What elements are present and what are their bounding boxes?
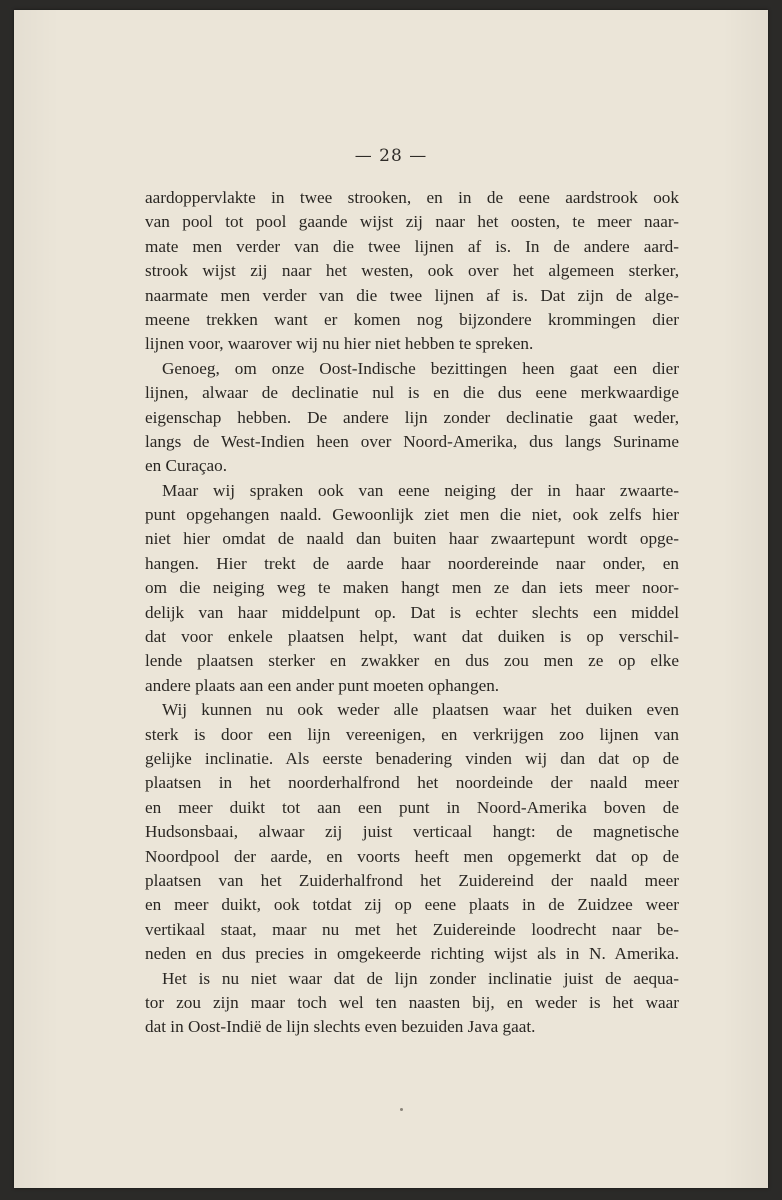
text-line: punt opgehangen naald. Gewoonlijk ziet men die niet, ook zelfs hier	[145, 505, 679, 525]
text-line: aardoppervlakte in twee strooken, en in de eene aardstrook ook	[145, 188, 679, 207]
text-line: tor zou zijn maar toch wel ten naasten bij, en weder is het waar	[145, 992, 679, 1012]
text-line: mate men verder van die twee lijnen af is. In de andere aard-	[145, 236, 679, 256]
text-line: lijnen voor, waarover wij nu hier niet hebben te spreken.	[145, 334, 534, 354]
text-line: eigenschap hebben. De andere lijn zonder declinatie gaat weder,	[145, 407, 679, 427]
text-line: plaatsen van het Zuiderhalfrond het Zuidereind der naald meer	[145, 870, 679, 890]
text-line: vertikaal staat, maar nu met het Zuidereinde loodrecht naar be-	[145, 919, 679, 939]
text-line: Het is nu niet waar dat de lijn zonder inclinatie juist de aequa-	[162, 968, 679, 988]
page-number: — 28 —	[354, 146, 428, 166]
text-line: dat voor enkele plaatsen helpt, want dat duiken is op verschil-	[145, 627, 679, 647]
text-line: andere plaats aan een ander punt moeten ophangen.	[145, 675, 500, 695]
text-line: strook wijst zij naar het westen, ook over het algemeen sterker,	[145, 261, 679, 281]
text-line: plaatsen in het noorderhalfrond het noordeinde der naald meer	[145, 773, 679, 793]
text-line: Hudsonsbaai, alwaar zij juist verticaal hangt: de magnetische	[145, 822, 679, 842]
text-line: neden en dus precies in omgekeerde richting wijst als in N. Amerika.	[145, 944, 679, 964]
ink-speck	[400, 1108, 403, 1111]
text-line: delijk van haar middelpunt op. Dat is echter slechts een middel	[145, 602, 679, 622]
text-line: van pool tot pool gaande wijst zij naar het oosten, te meer naar-	[145, 212, 679, 232]
body-text	[145, 186, 679, 1040]
text-line: en meer duikt tot aan een punt in Noord-Amerika boven de	[145, 797, 679, 817]
text-line: naarmate men verder van die twee lijnen af is. Dat zijn de alge-	[145, 285, 679, 305]
text-line: lende plaatsen sterker en zwakker en dus zou men ze op elke	[145, 651, 679, 671]
text-line: langs de West-Indien heen over Noord-Amerika, dus langs Suriname	[145, 431, 679, 451]
book-page	[14, 10, 768, 1188]
text-line: Noordpool der aarde, en voorts heeft men opgemerkt dat op de	[145, 846, 679, 866]
text-line: Wij kunnen nu ook weder alle plaatsen waar het duiken even	[162, 700, 679, 720]
text-line: lijnen, alwaar de declinatie nul is en die dus eene merkwaardige	[145, 383, 679, 403]
text-line: Genoeg, om onze Oost-Indische bezittingen heen gaat een dier	[162, 358, 679, 378]
text-line: om die neiging weg te maken hangt men ze dan iets meer noor-	[145, 578, 679, 598]
text-line: meene trekken want er komen nog bijzondere krommingen dier	[145, 309, 679, 329]
text-line: dat in Oost-Indië de lijn slechts even bezuiden Java gaat.	[145, 1017, 536, 1037]
text-line: sterk is door een lijn vereenigen, en verkrijgen zoo lijnen van	[145, 724, 679, 744]
text-line: en meer duikt, ook totdat zij op eene plaats in de Zuidzee weer	[145, 895, 679, 915]
text-line: hangen. Hier trekt de aarde haar noordereinde naar onder, en	[145, 553, 679, 573]
text-line: niet hier omdat de naald dan buiten haar zwaartepunt wordt opge-	[145, 529, 679, 549]
text-line: gelijke inclinatie. Als eerste benadering vinden wij dan dat op de	[145, 748, 679, 768]
text-line: en Curaçao.	[145, 456, 228, 476]
text-line: Maar wij spraken ook van eene neiging der in haar zwaarte-	[162, 480, 679, 500]
